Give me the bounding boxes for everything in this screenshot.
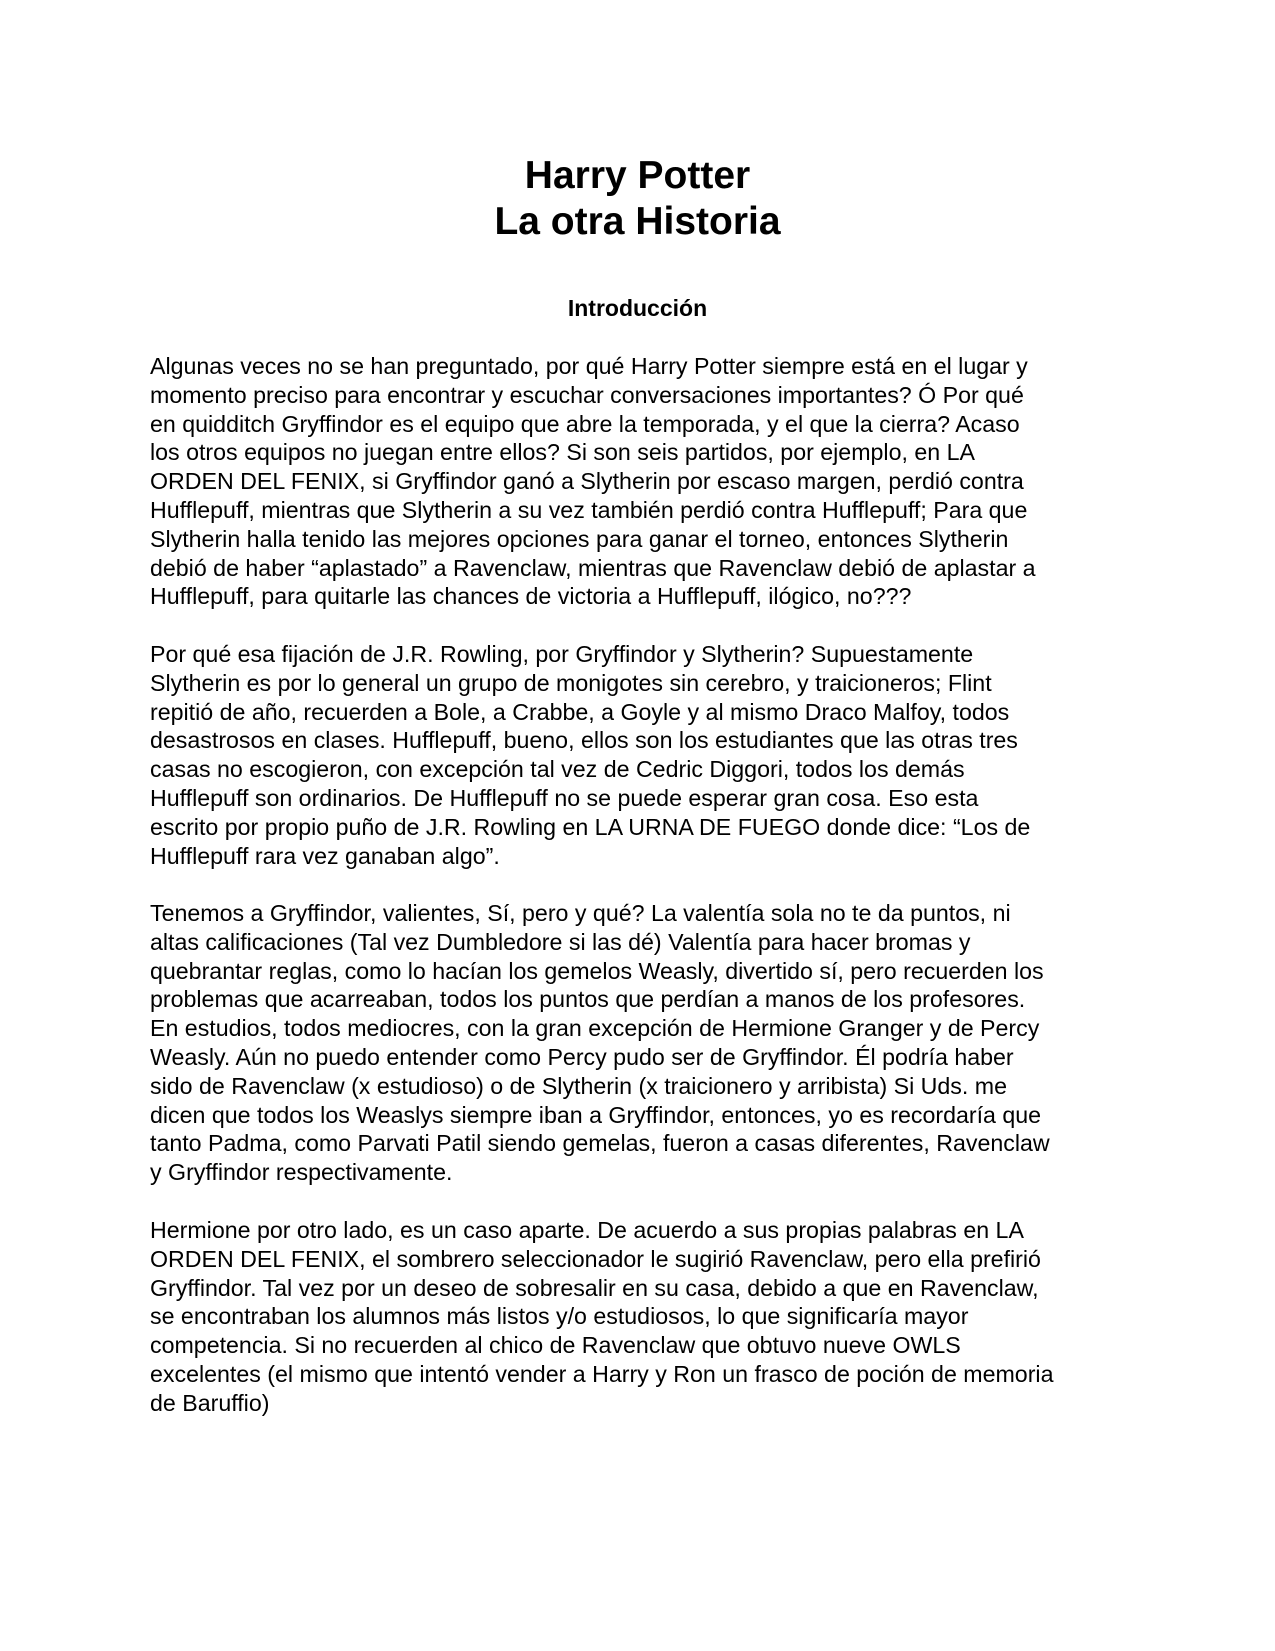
text-line: ORDEN DEL FENIX, el sombrero seleccionador le sugirió Ravenclaw, pero ella prefirió — [150, 1245, 1041, 1272]
text-line: repitió de año, recuerden a Bole, a Crabbe, a Goyle y al mismo Draco Malfoy, todos — [150, 698, 1010, 725]
text-line: dicen que todos los Weaslys siempre iban a Gryffindor, entonces, yo es recordaría que — [150, 1101, 1042, 1128]
document-title-line1: Harry Potter — [524, 154, 751, 197]
text-line: competencia. Si no recuerden al chico de Ravenclaw que obtuvo nueve OWLS — [150, 1332, 961, 1359]
paragraph-2 — [150, 640, 1150, 870]
text-line: Hufflepuff rara vez ganaban algo”. — [150, 842, 500, 869]
text-line: Hufflepuff, para quitarle las chances de victoria a Hufflepuff, ilógico, no??? — [150, 583, 912, 610]
text-line: problemas que acarreaban, todos los puntos que perdían a manos de los profesores. — [150, 986, 1026, 1013]
text-line: se encontraban los alumnos más listos y/o estudiosos, lo que significaría mayor — [150, 1303, 969, 1330]
paragraph-4 — [150, 1216, 1150, 1418]
text-line: quebrantar reglas, como lo hacían los gemelos Weasly, divertido sí, pero recuerden los — [150, 957, 1044, 984]
text-line: los otros equipos no juegan entre ellos? Si son seis partidos, por ejemplo, en LA — [150, 439, 975, 466]
text-line: Weasly. Aún no puedo entender como Percy pudo ser de Gryffindor. Él podría haber — [150, 1043, 1014, 1070]
text-line: momento preciso para encontrar y escuchar conversaciones importantes? Ó Por qué — [150, 381, 1024, 408]
text-line: desastrosos en clases. Hufflepuff, bueno, ellos son los estudiantes que las otras tres — [150, 727, 1018, 754]
text-line: Hermione por otro lado, es un caso aparte. De acuerdo a sus propias palabras en LA — [150, 1217, 1024, 1243]
paragraph-1 — [150, 352, 1150, 611]
text-line: altas calificaciones (Tal vez Dumbledore si las dé) Valentía para hacer bromas y — [150, 928, 971, 955]
text-line: En estudios, todos mediocres, con la gran excepción de Hermione Granger y de Percy — [150, 1015, 1040, 1042]
text-line: ORDEN DEL FENIX, si Gryffindor ganó a Slytherin por escaso margen, perdió contra — [150, 468, 1024, 495]
document-title-line2: La otra Historia — [494, 200, 781, 243]
text-line: Slytherin halla tenido las mejores opciones para ganar el torneo, entonces Slytherin — [150, 525, 1009, 552]
text-line: Slytherin es por lo general un grupo de monigotes sin cerebro, y traicioneros; Flint — [150, 669, 992, 696]
text-line: sido de Ravenclaw (x estudioso) o de Slytherin (x traicionero y arribista) Si Uds. me — [150, 1072, 1007, 1099]
text-line: de Baruffio) — [150, 1389, 270, 1416]
text-line: debió de haber “aplastado” a Ravenclaw, mientras que Ravenclaw debió de aplastar a — [150, 554, 1036, 581]
text-line: Hufflepuff, mientras que Slytherin a su vez también perdió contra Hufflepuff; Para que — [150, 496, 1028, 523]
section-heading: Introducción — [567, 295, 708, 321]
text-line: en quidditch Gryffindor es el equipo que abre la temporada, y el que la cierra? Acaso — [150, 410, 1020, 437]
text-line: Por qué esa fijación de J.R. Rowling, por Gryffindor y Slytherin? Supuestamente — [150, 641, 974, 667]
text-line: y Gryffindor respectivamente. — [150, 1159, 453, 1186]
text-line: Gryffindor. Tal vez por un deseo de sobresalir en su casa, debido a que en Ravenclaw, — [150, 1274, 1039, 1301]
text-line: escrito por propio puño de J.R. Rowling en LA URNA DE FUEGO donde dice: “Los de — [150, 813, 1031, 840]
paragraph-3 — [150, 899, 1150, 1187]
text-line: Tenemos a Gryffindor, valientes, Sí, pero y qué? La valentía sola no te da puntos, ni — [150, 900, 1011, 926]
text-line: casas no escogieron, con excepción tal vez de Cedric Diggori, todos los demás — [150, 756, 965, 783]
text-line: Algunas veces no se han preguntado, por qué Harry Potter siempre está en el lugar y — [150, 353, 1028, 379]
text-line: excelentes (el mismo que intentó vender a Harry y Ron un frasco de poción de memoria — [150, 1360, 1054, 1387]
text-line: Hufflepuff son ordinarios. De Hufflepuff no se puede esperar gran cosa. Eso esta — [150, 784, 979, 811]
text-line: tanto Padma, como Parvati Patil siendo gemelas, fueron a casas diferentes, Ravenclaw — [150, 1130, 1050, 1157]
